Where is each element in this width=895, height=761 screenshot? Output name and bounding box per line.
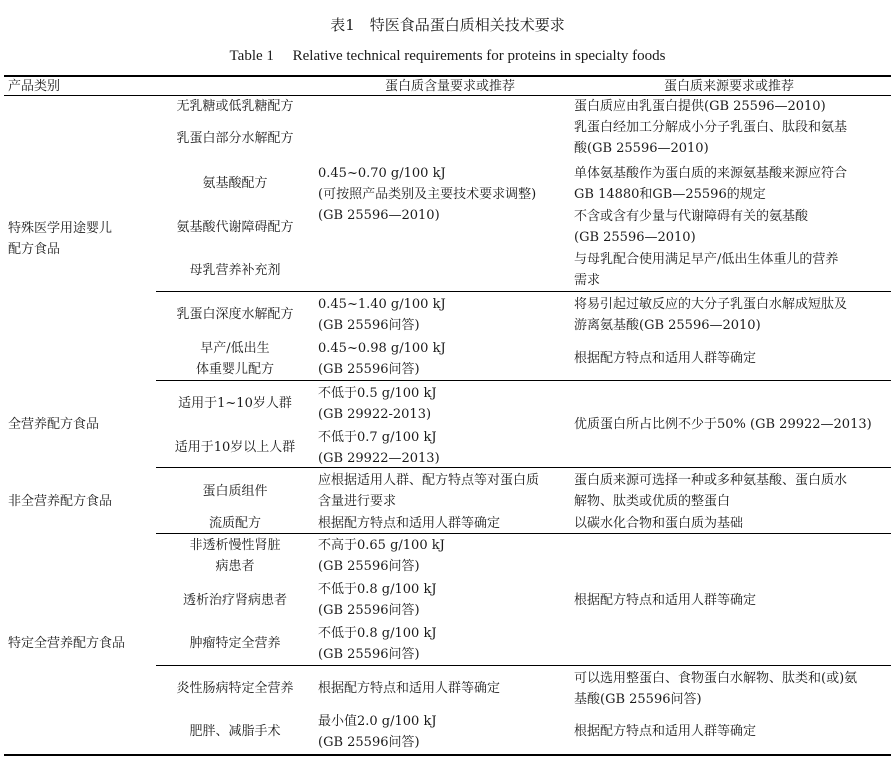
source-cell: 根据配方特点和适用人群等确定 <box>574 724 757 739</box>
source-cell: 蛋白质来源可选择一种或多种氨基酸、蛋白质水 解物、肽类或优质的整蛋白 <box>574 473 848 509</box>
content-cell: 应根据适用人群、配方特点等对蛋白质 含量进行要求 <box>318 473 540 509</box>
divider <box>156 291 891 292</box>
divider <box>156 665 891 666</box>
subcategory-cell: 氨基酸配方 <box>202 176 268 191</box>
divider <box>156 380 891 381</box>
source-cell: 根据配方特点和适用人群等确定 <box>574 351 757 366</box>
subcategory-cell: 适用于10岁以上人群 <box>174 440 296 455</box>
content-cell: 0.45~0.70 g/100 kJ (可按照产品类别及主要技术要求调整) (GB 25596—2010) <box>318 166 537 223</box>
subcategory-cell: 非透析慢性肾脏 病患者 <box>189 538 281 574</box>
subcategory-cell: 乳蛋白部分水解配方 <box>176 131 294 146</box>
header-source: 蛋白质来源要求或推荐 <box>663 79 794 94</box>
source-cell: 以碳水化合物和蛋白质为基础 <box>574 516 744 531</box>
content-cell: 根据配方特点和适用人群等确定 <box>318 681 501 696</box>
subcategory-cell: 乳蛋白深度水解配方 <box>176 307 294 322</box>
subcategory-cell: 早产/低出生 体重婴儿配方 <box>195 341 274 377</box>
source-cell: 乳蛋白经加工分解成小分子乳蛋白、肽段和氨基 酸(GB 25596—2010) <box>574 120 848 156</box>
content-cell: 不低于0.7 g/100 kJ (GB 29922—2013) <box>318 430 440 466</box>
content-cell: 不低于0.5 g/100 kJ (GB 29922-2013) <box>318 386 437 422</box>
source-cell: 可以选用整蛋白、食物蛋白水解物、肽类和(或)氨 基酸(GB 25596问答) <box>574 671 858 707</box>
source-cell: 将易引起过敏反应的大分子乳蛋白水解成短肽及 游离氨基酸(GB 25596—2010) <box>574 297 848 333</box>
source-cell: 不含或含有少量与代谢障碍有关的氨基酸 (GB 25596—2010) <box>574 209 809 245</box>
content-cell: 0.45~0.98 g/100 kJ (GB 25596问答) <box>318 341 446 377</box>
content-cell: 最小值2.0 g/100 kJ (GB 25596问答) <box>318 714 437 750</box>
divider <box>156 467 891 468</box>
source-cell: 优质蛋白所占比例不少于50% (GB 29922—2013) <box>574 417 872 432</box>
subcategory-cell: 透析治疗肾病患者 <box>182 593 287 608</box>
category-cell: 全营养配方食品 <box>8 417 100 432</box>
subcategory-cell: 肥胖、减脂手术 <box>189 724 281 739</box>
subcategory-cell: 流质配方 <box>208 516 261 531</box>
subcategory-cell: 适用于1~10岁人群 <box>178 396 292 411</box>
header-content: 蛋白质含量要求或推荐 <box>384 79 515 94</box>
source-cell: 与母乳配合使用满足早产/低出生体重儿的营养 需求 <box>574 252 839 288</box>
category-cell: 特殊医学用途婴儿 配方食品 <box>8 221 113 257</box>
content-cell: 不低于0.8 g/100 kJ (GB 25596问答) <box>318 626 437 662</box>
subcategory-cell: 母乳营养补充剂 <box>189 263 281 278</box>
category-cell: 非全营养配方食品 <box>8 494 113 509</box>
category-cell: 特定全营养配方食品 <box>8 636 126 651</box>
content-cell: 不低于0.8 g/100 kJ (GB 25596问答) <box>318 582 437 618</box>
content-cell: 根据配方特点和适用人群等确定 <box>318 516 501 531</box>
subcategory-cell: 肿瘤特定全营养 <box>189 636 281 651</box>
content-cell: 不高于0.65 g/100 kJ (GB 25596问答) <box>318 538 445 574</box>
source-cell: 单体氨基酸作为蛋白质的来源氨基酸来源应符合 GB 14880和GB—25596的规定 <box>574 166 848 202</box>
subcategory-cell: 无乳糖或低乳糖配方 <box>176 99 294 114</box>
subcategory-cell: 炎性肠病特定全营养 <box>176 681 294 696</box>
source-cell: 根据配方特点和适用人群等确定 <box>574 593 757 608</box>
subcategory-cell: 蛋白质组件 <box>202 484 268 499</box>
subcategory-cell: 氨基酸代谢障碍配方 <box>176 220 294 235</box>
header-category: 产品类别 <box>8 79 61 94</box>
bottom-rule <box>4 754 891 756</box>
table-title-cn: 表1 特医食品蛋白质相关技术要求 <box>330 16 565 34</box>
content-cell: 0.45~1.40 g/100 kJ (GB 25596问答) <box>318 297 446 333</box>
table-title-en: Table 1 Relative technical requirements for proteins in specialty foods <box>229 48 666 64</box>
source-cell: 蛋白质应由乳蛋白提供(GB 25596—2010) <box>574 99 826 114</box>
